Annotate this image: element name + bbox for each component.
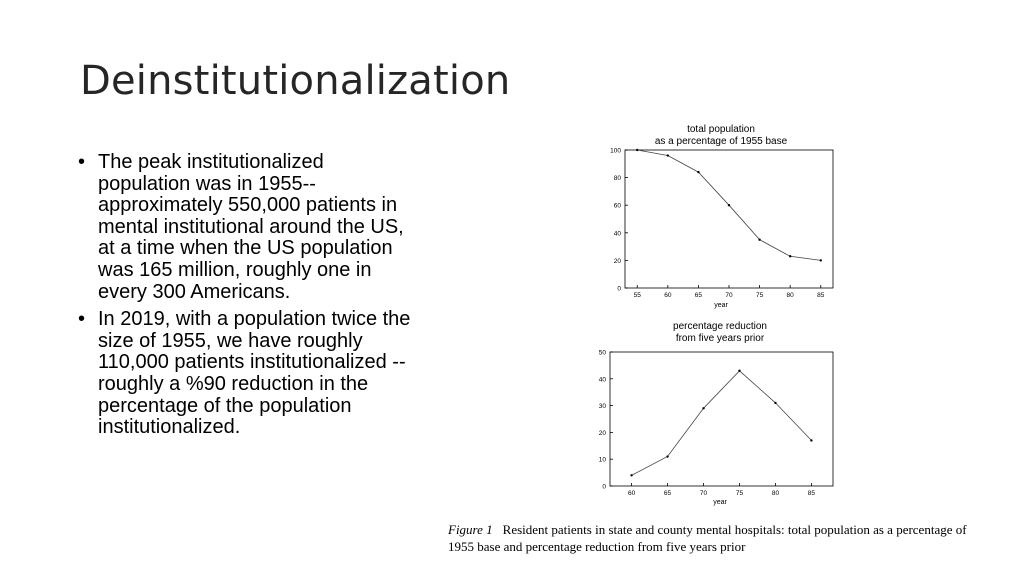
chart1-y-tick-label: 80 xyxy=(613,175,621,183)
bullet-dot: • xyxy=(78,151,86,173)
chart1-y-tick-label: 20 xyxy=(613,257,621,265)
chart2-data-point xyxy=(738,370,740,372)
chart1-data-point xyxy=(636,149,638,151)
chart1-data-point xyxy=(758,239,760,241)
chart2-xlabel: year xyxy=(713,499,727,506)
chart2-data-point xyxy=(702,407,704,409)
chart2-y-tick-label: 0 xyxy=(602,483,606,491)
chart1-title: total population xyxy=(687,124,755,135)
chart2-y-tick-label: 50 xyxy=(598,349,606,357)
chart1-x-tick-label: 75 xyxy=(755,292,764,299)
bullet-text-1: The peak institutionalized population was in 1955-- approximately 550,000 patients in mental institutional around the US, at a time when the US population was 165 million, roughly one in every 300 Americans. xyxy=(98,151,404,303)
chart2-data-point xyxy=(630,474,632,476)
chart2-x-tick-label: 85 xyxy=(807,490,816,497)
chart2-title: percentage reduction xyxy=(673,321,767,332)
chart1-frame xyxy=(625,150,833,288)
chart1-subtitle: as a percentage of 1955 base xyxy=(654,136,788,147)
figure-caption xyxy=(448,521,988,555)
chart1-xlabel: year xyxy=(714,302,728,309)
chart1-y-tick-label: 40 xyxy=(613,230,621,238)
chart1-x-tick-label: 60 xyxy=(664,292,672,299)
chart2-x-axis xyxy=(628,483,815,497)
chart1-data-point xyxy=(820,259,822,261)
chart1-y-tick-label: 100 xyxy=(610,147,621,155)
chart2-y-tick-label: 10 xyxy=(598,456,606,464)
chart2-subtitle: from five years prior xyxy=(675,333,765,344)
chart1-x-tick-label: 85 xyxy=(817,292,825,299)
caption-text: Resident patients in state and county mental hospitals: total population as a percentage of 1955 base and percentage reduction from five years prior xyxy=(448,522,967,554)
chart1-data-point xyxy=(789,255,791,257)
bullet-text-2: In 2019, with a population twice the size of 1955, we have roughly 110,000 patients institutionalized -- roughly a %90 reduction in the percentage of the population institutionalized. xyxy=(98,308,411,439)
chart2-y-axis xyxy=(599,350,613,491)
chart2-y-tick-label: 20 xyxy=(598,429,606,437)
chart1-x-tick-label: 65 xyxy=(694,292,703,299)
bullet-dot: • xyxy=(78,308,86,331)
chart1-y-tick-label: 0 xyxy=(617,285,621,293)
chart1-x-tick-label: 70 xyxy=(725,292,733,299)
chart1-data-point xyxy=(667,154,669,156)
chart1-data-point xyxy=(728,204,730,206)
chart1-x-axis xyxy=(634,285,825,299)
chart2-x-tick-label: 80 xyxy=(771,490,780,497)
chart2-y-tick-label: 30 xyxy=(598,403,606,411)
chart2-y-tick-label: 40 xyxy=(598,376,606,384)
chart2-x-tick-label: 60 xyxy=(627,490,636,497)
chart2-x-tick-label: 65 xyxy=(663,490,672,497)
chart2-data-point xyxy=(810,439,812,441)
caption-label: Figure 1 xyxy=(448,522,493,537)
chart2-data-point xyxy=(666,455,668,457)
chart2-data-point xyxy=(774,402,776,404)
chart2-series-line xyxy=(632,371,812,476)
chart1-y-tick-label: 60 xyxy=(613,202,621,210)
chart1-series xyxy=(636,149,822,262)
chart1-x-tick-label: 55 xyxy=(633,292,641,299)
chart1-x-tick-label: 80 xyxy=(786,292,794,299)
chart2-frame xyxy=(610,352,833,486)
chart2-series xyxy=(630,370,812,477)
slide-title: Deinstitutionalization xyxy=(80,58,511,104)
chart2-x-tick-label: 75 xyxy=(735,490,744,497)
chart2-x-tick-label: 70 xyxy=(699,490,708,497)
chart1-data-point xyxy=(697,171,699,173)
